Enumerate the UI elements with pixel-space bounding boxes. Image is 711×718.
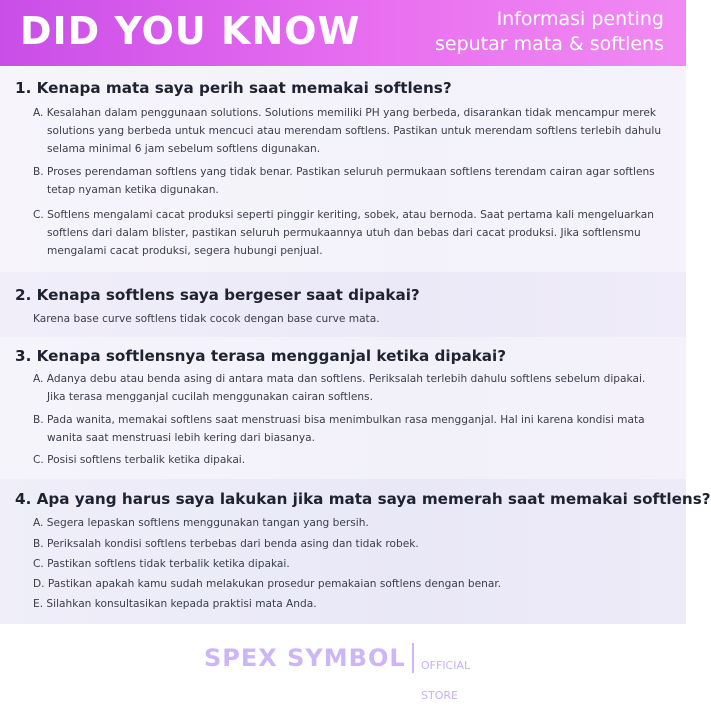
faq-question-2: 2. Kenapa softlens saya bergeser saat dipakai? <box>15 286 420 304</box>
faq-answer-3c: C. Posisi softlens terbalik ketika dipakai. <box>33 454 246 466</box>
faq-question-1: 1. Kenapa mata saya perih saat memakai softlens? <box>15 79 452 97</box>
header-banner <box>0 0 686 66</box>
faq-question-3: 3. Kenapa softlensnya terasa mengganjal ketika dipakai? <box>15 347 507 365</box>
brand-logo-text: SPEX SYMBOL <box>204 644 406 672</box>
official-store-line1: OFFICIAL <box>421 659 471 672</box>
faq-answer-1b: B. Proses perendaman softlens yang tidak benar. Pastikan seluruh permukaan softlens terendam cairan agar softlens tetap nyaman ketika digunakan. <box>33 166 655 196</box>
faq-answer-3a: A. Adanya debu atau benda asing di antara mata dan softlens. Periksalah terlebih dahulu softlens sebelum dipakai. Jika terasa mengganjal cucilah menggunakan cairan softlens. <box>33 373 646 403</box>
brand-divider <box>412 643 414 673</box>
faq-answer-2: Karena base curve softlens tidak cocok dengan base curve mata. <box>33 313 380 325</box>
faq-section-1 <box>0 66 686 272</box>
header-subtitle-line2: seputar mata & softlens <box>434 33 664 55</box>
faq-answer-4d: D. Pastikan apakah kamu sudah melakukan prosedur pemakaian softlens dengan benar. <box>33 578 502 590</box>
faq-section-2 <box>0 272 686 337</box>
faq-answer-4a: A. Segera lepaskan softlens menggunakan tangan yang bersih. <box>33 517 369 529</box>
official-store-label <box>421 643 470 718</box>
faq-answer-1a: A. Kesalahan dalam penggunaan solutions. Solutions memiliki PH yang berbeda, disarankan tidak mencampur merek solutions yang berbeda untuk mencuci atau merendam softlens. Pastikan untuk merendam softlens terlebih dahulu selama minimal 6 jam sebelum softlens digunakan. <box>33 107 662 155</box>
faq-answer-4e: E. Silahkan konsultasikan kepada praktisi mata Anda. <box>33 598 317 610</box>
page-title: DID YOU KNOW <box>20 9 361 53</box>
faq-answer-1c: C. Softlens mengalami cacat produksi seperti pinggir keriting, sobek, atau bernoda. Saat pertama kali mengeluarkan softlens dari dalam blister, pastikan seluruh permukaannya utuh dan bebas dari cacat produksi. Jika softlensmu mengalami cacat produksi, segera hubungi penjual. <box>33 209 654 257</box>
faq-answer-4b: B. Periksalah kondisi softlens terbebas dari benda asing dan tidak robek. <box>33 538 419 550</box>
header-subtitle-line1: Informasi penting <box>496 8 664 30</box>
faq-question-4: 4. Apa yang harus saya lakukan jika mata saya memerah saat memakai softlens? <box>15 490 711 508</box>
header-subtitle <box>435 7 664 57</box>
official-store-line2: STORE <box>421 689 458 702</box>
faq-section-3 <box>0 337 686 479</box>
faq-section-4 <box>0 479 711 624</box>
faq-answer-4c: C. Pastikan softlens tidak terbalik ketika dipakai. <box>33 558 290 570</box>
faq-answer-3b: B. Pada wanita, memakai softlens saat menstruasi bisa menimbulkan rasa mengganjal. Hal ini karena kondisi mata wanita saat menstruasi lebih kering dari biasanya. <box>33 414 645 444</box>
